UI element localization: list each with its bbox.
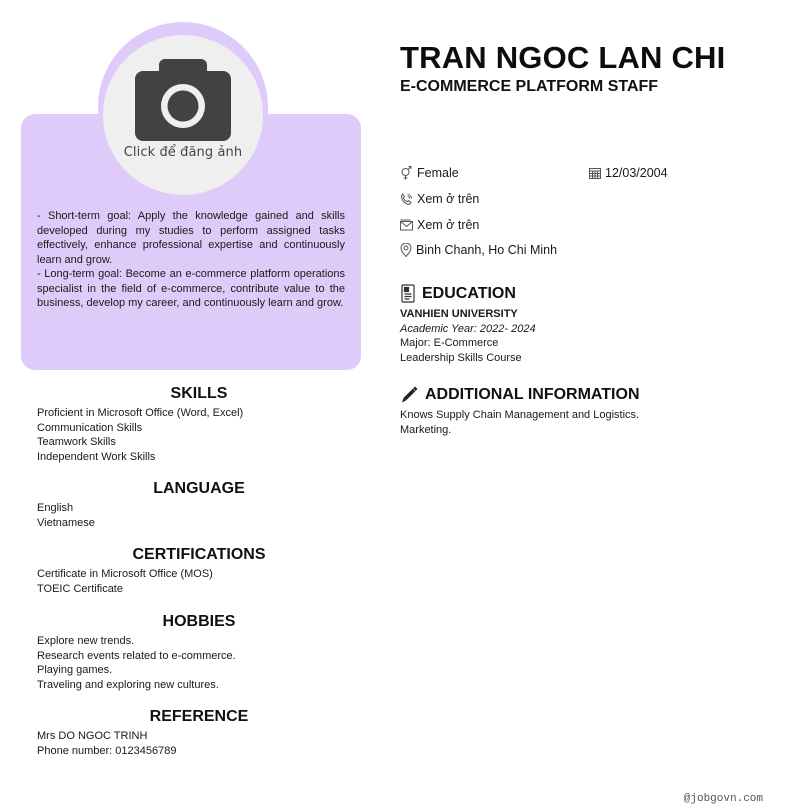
watermark: @jobgovn.com [683,793,763,805]
language-heading: LANGUAGE [153,480,245,497]
hobby-item: Research events related to e-commerce. [37,649,236,662]
extra-course: Leadership Skills Course [400,351,522,364]
candidate-position: E-COMMERCE PLATFORM STAFF [400,78,659,95]
education-section [400,284,780,365]
skill-item: Teamwork Skills [37,436,116,448]
reference-heading: REFERENCE [149,708,249,725]
camera-icon [135,57,231,141]
skill-item: Proficient in Microsoft Office (Word, Excel) [37,407,244,419]
major: Major: E-Commerce [400,337,499,349]
language-item: Vietnamese [37,516,95,529]
reference-phone: Phone number: 0123456789 [37,744,177,757]
birthdate-value: 12/03/2004 [605,166,668,180]
skill-item: Independent Work Skills [37,450,156,463]
location-pin-icon [400,243,412,257]
reference-section [37,707,361,758]
hobby-item: Playing games. [37,664,113,676]
phone-icon [400,193,413,206]
long-term-goal: - Long-term goal: Become an e-commerce platform operations specialist in the field of e-commerce, contribute value to the business, develop my career, and continuously learn and grow. [37,268,345,309]
skills-section [37,384,361,464]
calendar-icon [589,167,601,179]
email-value: Xem ở trên [417,218,480,232]
gender-icon [400,166,413,180]
language-item: English [37,502,74,514]
avatar-upload[interactable] [103,35,263,195]
hobbies-section [37,612,361,692]
hobby-item: Traveling and exploring new cultures. [37,678,219,691]
language-section [37,479,361,530]
skills-heading: SKILLS [170,385,228,402]
certifications-heading: CERTIFICATIONS [132,546,266,563]
phone-field [400,192,479,206]
education-heading-text: EDUCATION [422,284,516,302]
school-name: VANHIEN UNIVERSITY [400,308,518,320]
reference-name: Mrs DO NGOC TRINH [37,730,148,742]
certifications-section [37,545,361,596]
phone-value: Xem ở trên [417,192,480,206]
short-term-goal: - Short-term goal: Apply the knowledge gained and skills developed during my studies to perform assigned tasks effectively, enhance professional expertise and continuously learn and grow. [37,210,345,266]
pen-icon [400,385,419,404]
academic-year: Academic Year: 2022- 2024 [400,322,536,335]
education-heading [400,284,780,303]
gender-field [400,166,459,180]
education-icon [400,284,416,303]
address-field [400,243,557,257]
additional-item: Marketing. [400,423,452,436]
birthdate-field [589,166,668,180]
email-field [400,218,479,232]
hobby-item: Explore new trends. [37,635,135,647]
additional-item: Knows Supply Chain Management and Logistics. [400,409,640,421]
career-objective [37,209,345,311]
address-value: Binh Chanh, Ho Chi Minh [416,243,558,257]
additional-info-heading-text: ADDITIONAL INFORMATION [425,385,640,403]
candidate-name: TRAN NGOC LAN CHI [400,40,726,75]
certification-item: TOEIC Certificate [37,582,123,595]
envelope-icon [400,219,413,231]
upload-photo-label: Click để đăng ảnh [123,145,243,160]
additional-info-section [400,385,780,437]
additional-info-heading [400,385,780,404]
skill-item: Communication Skills [37,421,143,434]
certification-item: Certificate in Microsoft Office (MOS) [37,568,213,580]
gender-value: Female [417,166,459,180]
hobbies-heading: HOBBIES [162,613,236,630]
